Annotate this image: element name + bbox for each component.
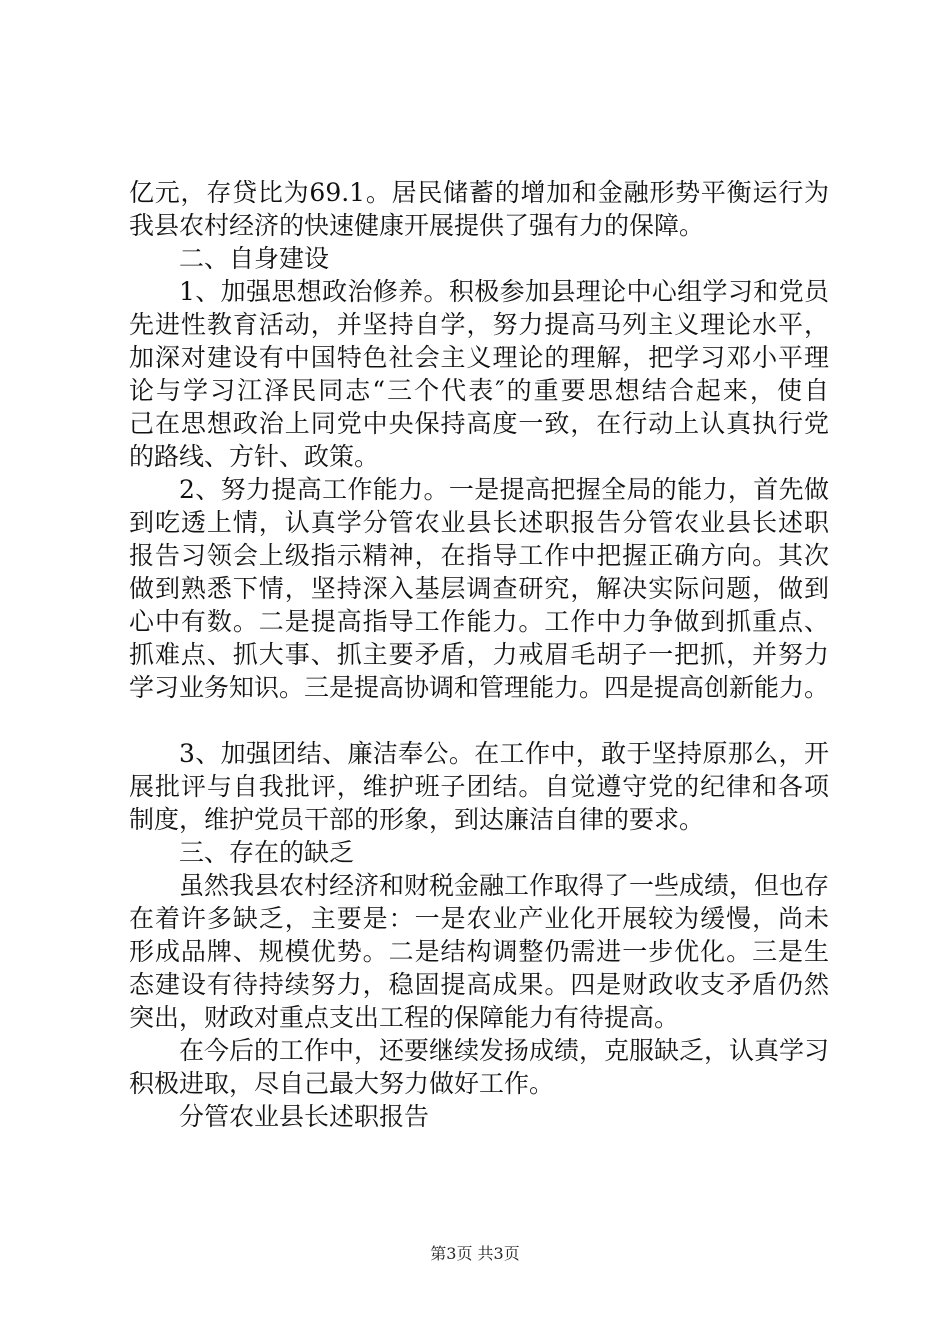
- paragraph: [129, 869, 829, 1034]
- text-line: 3、加强团结、廉洁奉公。在工作中，敢于坚持原那么，开: [179, 739, 829, 768]
- text-line: 学习业务知识。三是提高协调和管理能力。四是提高创新能力。: [129, 673, 830, 702]
- text-line: 形成品牌、规模优势。二是结构调整仍需进一步优化。三是生: [129, 937, 829, 966]
- paragraph: [129, 1100, 829, 1133]
- text-line: 突出，财政对重点支出工程的保障能力有待提高。: [129, 1003, 680, 1032]
- paragraph: [129, 836, 829, 869]
- text-line: 在今后的工作中，还要继续发扬成绩，克服缺乏，认真学习: [179, 1036, 830, 1065]
- text-line: 己在思想政治上同党中央保持高度一致，在行动上认真执行党: [129, 409, 829, 438]
- text-line: 做到熟悉下情，坚持深入基层调查研究，解决实际问题，做到: [129, 574, 829, 603]
- text-line: 报告习领会上级指示精神，在指导工作中把握正确方向。其次: [129, 541, 829, 570]
- text-line: 论与学习江泽民同志“三个代表″的重要思想结合起来，使自: [129, 376, 829, 405]
- text-line: 二、自身建设: [179, 244, 330, 273]
- text-line: 制度，维护党员干部的形象，到达廉洁自律的要求。: [129, 805, 705, 834]
- text-line: 1、加强思想政治修养。积极参加县理论中心组学习和党员: [179, 277, 829, 306]
- page-footer: 第3页 共3页: [430, 1244, 520, 1263]
- text-line: 的路线、方针、政策。: [129, 442, 380, 471]
- document-body: [129, 176, 829, 1133]
- paragraph: [129, 176, 829, 242]
- text-line: 先进性教育活动，并坚持自学，努力提高马列主义理论水平，: [129, 310, 829, 339]
- text-line: 加深对建设有中国特色社会主义理论的理解，把学习邓小平理: [129, 343, 829, 372]
- paragraph: [129, 1034, 829, 1100]
- text-line: 抓难点、抓大事、抓主要矛盾，力戒眉毛胡子一把抓，并努力: [129, 640, 829, 669]
- text-line: 积极进取，尽自己最大努力做好工作。: [129, 1069, 555, 1098]
- text-line: 心中有数。二是提高指导工作能力。工作中力争做到抓重点、: [129, 607, 829, 636]
- paragraph: [129, 242, 829, 275]
- paragraph: [129, 473, 829, 704]
- paragraph-gap: [129, 704, 829, 737]
- text-line: 虽然我县农村经济和财税金融工作取得了一些成绩，但也存: [179, 871, 830, 900]
- paragraph: [129, 737, 829, 836]
- text-line: 2、努力提高工作能力。一是提高把握全局的能力，首先做: [179, 475, 829, 504]
- text-line: 三、存在的缺乏: [179, 838, 355, 867]
- text-line: 分管农业县长述职报告: [179, 1102, 430, 1131]
- text-line: 在着许多缺乏，主要是：一是农业产业化开展较为缓慢，尚未: [129, 904, 829, 933]
- text-line: 我县农村经济的快速健康开展提供了强有力的保障。: [129, 211, 705, 240]
- paragraph: [129, 275, 829, 473]
- text-line: 态建设有待持续努力，稳固提高成果。四是财政收支矛盾仍然: [129, 970, 829, 999]
- text-line: 到吃透上情，认真学分管农业县长述职报告分管农业县长述职: [129, 508, 829, 537]
- text-line: 展批评与自我批评，维护班子团结。自觉遵守党的纪律和各项: [129, 772, 829, 801]
- text-line: 亿元，存贷比为69.1。居民储蓄的增加和金融形势平衡运行为: [129, 178, 829, 207]
